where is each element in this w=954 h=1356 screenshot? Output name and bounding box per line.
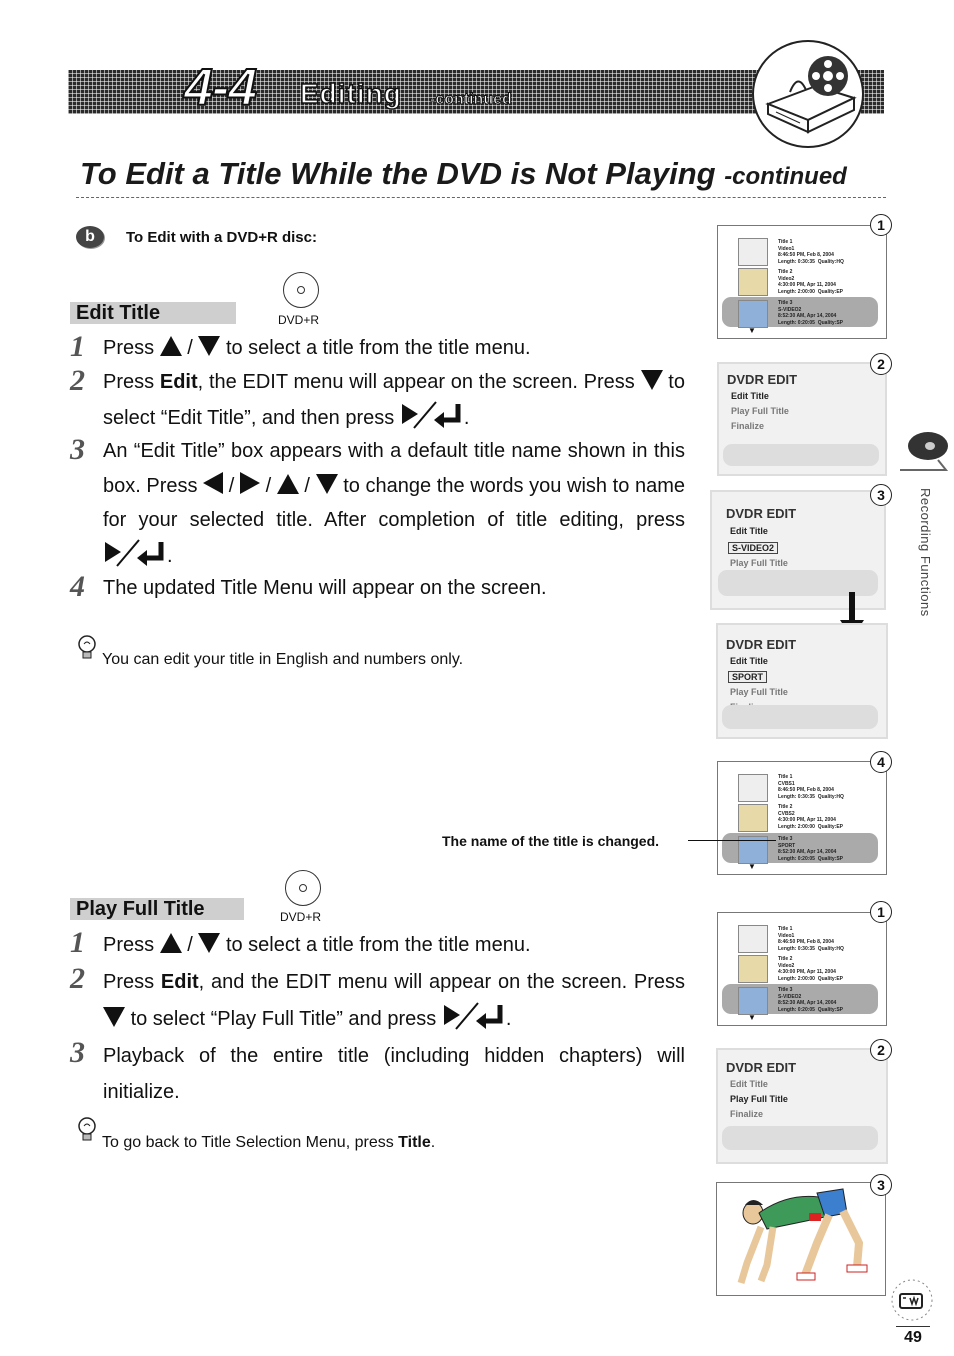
- title-divider: [76, 197, 886, 198]
- down-arrow-icon: ▼: [748, 862, 756, 871]
- up-arrow-icon: [160, 336, 182, 356]
- step-number: 3: [70, 1036, 85, 1069]
- chapter-suffix: -continued: [430, 91, 512, 108]
- playback-screen: [716, 1182, 886, 1296]
- subheading: To Edit with a DVD+R disc:: [126, 229, 317, 246]
- title-info: Title 3 S-VIDEO2 8:52:30 AM, Apr 14, 2004 Length: 0:20:05 Quality:SP: [778, 987, 844, 1013]
- menu-title: DVDR EDIT: [727, 372, 798, 387]
- section-side-label: Recording Functions: [918, 488, 933, 617]
- disc-icon: [898, 430, 952, 472]
- thumbnail: [738, 804, 768, 832]
- step-text: Press Edit, the EDIT menu will appear on the screen. Press to select “Edit Title”, and then press .: [103, 371, 685, 429]
- step-text: Press Edit, and the EDIT menu will appear on the screen. Press to select “Play Full Title” and press .: [103, 971, 686, 1030]
- edit-menu-screen: [717, 362, 887, 476]
- callout-line: [688, 840, 776, 841]
- screen-number: 1: [870, 214, 892, 236]
- step-number: 2: [70, 962, 85, 995]
- title-info: Title 1 Video1 8:46:50 PM, Feb 8, 2004 Length: 0:30:35 Quality:HQ: [778, 926, 844, 952]
- enter-icon: [442, 1001, 506, 1031]
- title-menu-screen: [717, 225, 887, 339]
- thumbnail: [738, 238, 768, 266]
- tip-bulb-icon: [76, 1116, 98, 1144]
- title-info: Title 3 SPORT 8:52:30 AM, Apr 14, 2004 Length: 0:20:05 Quality:SP: [778, 836, 844, 862]
- section-badge: b: [76, 226, 104, 248]
- right-arrow-icon: [240, 472, 260, 494]
- thumbnail: [738, 300, 768, 328]
- step-number: 3: [70, 433, 85, 466]
- thumbnail: [738, 955, 768, 983]
- title-name-box: S-VIDEO2: [728, 542, 778, 554]
- step-number: 4: [70, 570, 85, 603]
- thumbnail: [738, 268, 768, 296]
- down-arrow-icon: [198, 336, 220, 356]
- runner-image: [717, 1183, 885, 1295]
- edit-title-heading: Edit Title: [70, 302, 236, 324]
- thumbnail: [738, 774, 768, 802]
- page-number: 49: [896, 1326, 930, 1347]
- menu-item: Play Full Title: [730, 1094, 788, 1104]
- menu-item: Play Full Title: [731, 406, 789, 416]
- screen-number: 2: [870, 353, 892, 375]
- screen-number: 2: [870, 1039, 892, 1061]
- title-menu-screen: [717, 912, 887, 1026]
- menu-title: DVDR EDIT: [726, 1060, 797, 1075]
- step-text: The updated Title Menu will appear on the screen.: [103, 577, 547, 599]
- step-number: 1: [70, 330, 85, 363]
- thumbnail: [738, 925, 768, 953]
- title-info: Title 2 Video2 4:30:00 PM, Apr 11, 2004 Length: 2:00:00 Quality:EP: [778, 956, 844, 982]
- chapter-name: Editing: [300, 78, 402, 109]
- enter-icon: [103, 538, 167, 568]
- play-full-title-heading: Play Full Title: [70, 898, 244, 920]
- disc-icon: [285, 870, 321, 906]
- down-arrow-icon: [103, 1007, 125, 1027]
- step-text: Press / to select a title from the title menu.: [103, 934, 531, 956]
- menu-item: Edit Title: [731, 391, 769, 401]
- tip-text: To go back to Title Selection Menu, press Title.: [102, 1134, 436, 1151]
- edit-title-updated-screen: [716, 623, 888, 739]
- tip-text: You can edit your title in English and numbers only.: [102, 651, 464, 668]
- menu-title: DVDR EDIT: [726, 506, 797, 521]
- thumbnail: [738, 987, 768, 1015]
- screen-number: 4: [870, 751, 892, 773]
- film-reel-icon: [752, 40, 864, 148]
- menu-title: DVDR EDIT: [726, 637, 797, 652]
- up-arrow-icon: [277, 474, 299, 494]
- edit-menu-screen: [716, 1048, 888, 1164]
- screen-number: 3: [870, 1174, 892, 1196]
- menu-item: Edit Title: [730, 1079, 768, 1089]
- step-text: Press / to select a title from the title menu.: [103, 337, 531, 359]
- disc-icon: [283, 272, 319, 308]
- down-arrow-icon: ▼: [748, 326, 756, 335]
- title-info: Title 2 CVBS2 4:30:00 PM, Apr 11, 2004 Length: 2:00:00 Quality:EP: [778, 804, 844, 830]
- screen-number: 3: [870, 484, 892, 506]
- disc-label: DVD+R: [280, 910, 322, 924]
- left-arrow-icon: [203, 472, 223, 494]
- chapter-number: 4-4: [184, 59, 257, 117]
- menu-item: Edit Title: [730, 526, 768, 536]
- down-arrow-icon: [641, 370, 663, 390]
- menu-item: Finalize: [731, 421, 765, 431]
- title-info: Title 2 Video2 4:30:00 PM, Apr 11, 2004 Length: 2:00:00 Quality:EP: [778, 269, 844, 295]
- selection-highlight: [723, 444, 879, 466]
- disc-label: DVD+R: [278, 313, 320, 327]
- title-info: Title 3 S-VIDEO2 8:52:30 AM, Apr 14, 2004 Length: 0:20:05 Quality:SP: [778, 300, 844, 326]
- title-info: Title 1 CVBS1 8:46:50 PM, Feb 8, 2004 Length: 0:30:35 Quality:HQ: [778, 774, 844, 800]
- enter-icon: [400, 400, 464, 430]
- menu-item: Edit Title: [730, 656, 768, 666]
- callout-text: The name of the title is changed.: [442, 833, 660, 849]
- menu-item: Play Full Title: [730, 687, 788, 697]
- up-arrow-icon: [160, 933, 182, 953]
- tip-bulb-icon: [76, 634, 98, 662]
- selection-highlight: [722, 1126, 878, 1150]
- screen-number: 1: [870, 901, 892, 923]
- step-text: Playback of the entire title (including hidden chapters) will initialize.: [103, 1045, 685, 1103]
- title-info: Title 1 Video1 8:46:50 PM, Feb 8, 2004 Length: 0:30:35 Quality:HQ: [778, 239, 844, 265]
- menu-item: Finalize: [730, 1109, 764, 1119]
- menu-item: Play Full Title: [730, 558, 788, 568]
- title-name-box: SPORT: [728, 671, 767, 683]
- step-text: An “Edit Title” box appears with a default title name shown in this box. Press / / / to change the words you wish to name for your selected title. After completion of title editing, press .: [103, 440, 685, 567]
- updated-title-menu-screen: [717, 761, 887, 875]
- dvd-rw-logo-icon: [888, 1276, 936, 1324]
- down-arrow-icon: ▼: [748, 1013, 756, 1022]
- page-title: To Edit a Title While the DVD is Not Playing -continued: [80, 156, 847, 191]
- down-arrow-icon: [198, 933, 220, 953]
- down-arrow-icon: [316, 474, 338, 494]
- step-number: 2: [70, 364, 85, 397]
- selection-highlight: [722, 705, 878, 729]
- step-number: 1: [70, 926, 85, 959]
